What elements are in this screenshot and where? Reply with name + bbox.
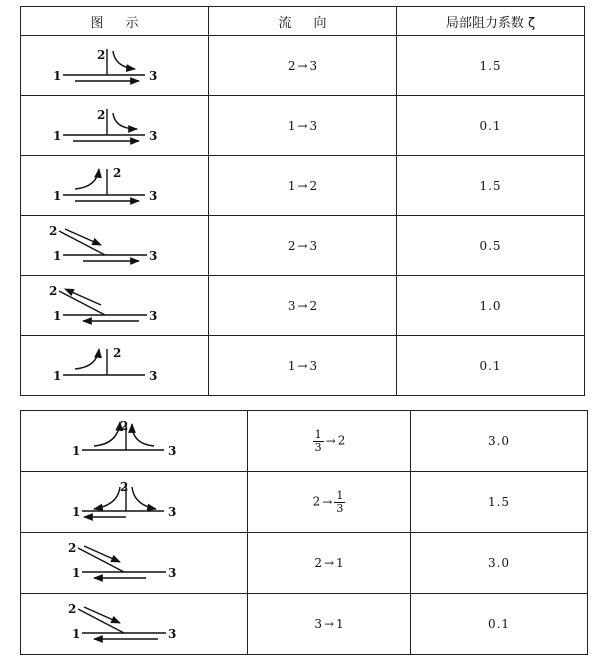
label-2: 2	[96, 107, 105, 122]
label-1: 1	[52, 248, 61, 263]
flow-diagram-tee-main-through	[35, 101, 195, 151]
label-3: 3	[168, 566, 177, 580]
label-2: 2	[120, 419, 129, 433]
diagram-cell	[21, 336, 209, 396]
flow-from: 2	[312, 494, 321, 509]
flow-direction-cell	[209, 216, 397, 276]
flow-arrow-left	[94, 487, 120, 509]
diagram-cell	[21, 216, 209, 276]
fraction	[334, 490, 345, 514]
arrow-glyph: →	[325, 433, 336, 448]
header-row	[21, 7, 585, 36]
label-2: 2	[68, 602, 77, 616]
fraction	[313, 429, 324, 453]
flow-to: 2	[337, 433, 346, 448]
flow-arrow-branch	[113, 51, 135, 69]
flow-direction-cell	[209, 336, 397, 396]
flow-to: 2	[309, 298, 318, 313]
table-row	[21, 472, 588, 533]
table-row	[21, 594, 588, 655]
label-2: 2	[68, 541, 77, 555]
flow-from: 2	[314, 556, 322, 570]
arrow-glyph: →	[297, 178, 308, 193]
coefficient-cell: 1.5	[411, 472, 588, 533]
flow-diagram-wye-main-to-branch	[35, 281, 195, 331]
flow-arrow-branch	[75, 169, 99, 189]
flow-direction-cell	[248, 533, 411, 594]
arrow-glyph: →	[323, 556, 335, 570]
label-1: 1	[52, 68, 61, 83]
diagram-cell	[21, 472, 248, 533]
flow-to: 3	[309, 358, 318, 373]
flow-direction-cell	[209, 276, 397, 336]
label-1: 1	[52, 308, 61, 323]
header-direction: 流向	[209, 7, 397, 36]
diagram-cell	[21, 96, 209, 156]
flow-direction-cell	[209, 36, 397, 96]
flow-to: 3	[309, 58, 318, 73]
label-3: 3	[148, 188, 157, 203]
label-1: 1	[52, 188, 61, 203]
arrow-glyph: →	[297, 118, 308, 133]
coefficient-cell: 0.1	[397, 96, 585, 156]
label-3: 3	[148, 68, 157, 83]
coefficient-cell: 0.5	[397, 216, 585, 276]
flow-diagram-wye-3-to-1	[54, 599, 214, 649]
flow-diagram-tee-main-to-branch	[35, 161, 195, 211]
flow-direction-cell	[209, 156, 397, 216]
label-2: 2	[112, 345, 121, 360]
label-3: 3	[148, 128, 157, 143]
table-row	[21, 216, 585, 276]
fraction-denominator: 3	[336, 501, 344, 515]
flow-arrow-right	[132, 424, 154, 446]
flow-arrow-branch	[113, 113, 137, 129]
flow-direction-cell	[248, 472, 411, 533]
arrow-glyph: →	[297, 238, 308, 253]
label-1: 1	[72, 444, 81, 458]
flow-from: 3	[287, 298, 296, 313]
resistance-table-top	[20, 6, 585, 396]
coefficient-cell: 3.0	[411, 533, 588, 594]
table-row	[21, 96, 585, 156]
flow-diagram-tee-main-through-b	[35, 341, 195, 391]
diagram-cell	[21, 36, 209, 96]
resistance-table-bottom	[20, 410, 588, 655]
flow-from: 1	[287, 178, 296, 193]
flow-diagram-wye-branch-to-1	[54, 538, 214, 588]
table-row	[21, 156, 585, 216]
label-3: 3	[168, 444, 177, 458]
label-2: 2	[48, 283, 57, 298]
label-3: 3	[148, 308, 157, 323]
label-2: 2	[120, 480, 129, 494]
flow-from: 1	[287, 358, 296, 373]
label-3: 3	[148, 368, 157, 383]
flow-arrow-left	[94, 422, 120, 446]
coefficient-cell: 1.0	[397, 276, 585, 336]
table-row	[21, 411, 588, 472]
fraction-denominator: 3	[314, 440, 322, 454]
flow-direction-cell	[248, 594, 411, 655]
arrow-glyph: →	[297, 58, 308, 73]
coefficient-cell: 0.1	[411, 594, 588, 655]
coefficient-cell: 1.5	[397, 36, 585, 96]
flow-direction-cell	[248, 411, 411, 472]
flow-direction-cell	[209, 96, 397, 156]
table-row	[21, 36, 585, 96]
diagram-cell	[21, 276, 209, 336]
label-2: 2	[96, 47, 105, 62]
arrow-glyph: →	[297, 298, 308, 313]
label-2: 2	[48, 223, 57, 238]
flow-from: 2	[287, 238, 296, 253]
diagram-cell	[21, 533, 248, 594]
flow-from: 1	[287, 118, 296, 133]
flow-diagram-tee-branch-to-main	[35, 41, 195, 91]
table-row	[21, 336, 585, 396]
coefficient-cell: 0.1	[397, 336, 585, 396]
flow-arrow-right	[132, 487, 156, 509]
flow-from: 3	[314, 617, 322, 631]
table-row	[21, 533, 588, 594]
label-3: 3	[168, 627, 177, 641]
label-1: 1	[52, 368, 61, 383]
fraction-numerator: 1	[336, 488, 344, 502]
flow-to: 3	[309, 118, 318, 133]
flow-from: 2	[287, 58, 296, 73]
flow-diagram-tee-combine	[54, 477, 214, 527]
flow-arrow-branch	[75, 349, 99, 369]
coefficient-cell: 3.0	[411, 411, 588, 472]
label-3: 3	[168, 505, 177, 519]
arrow-glyph: →	[297, 358, 308, 373]
diagram-cell	[21, 594, 248, 655]
diagram-cell	[21, 411, 248, 472]
flow-diagram-tee-split	[54, 416, 214, 466]
label-1: 1	[72, 505, 81, 519]
table-row	[21, 276, 585, 336]
label-2: 2	[112, 165, 121, 180]
flow-to: 2	[309, 178, 318, 193]
header-coefficient: 局部阻力系数 ζ	[397, 7, 585, 36]
fraction-numerator: 1	[314, 427, 322, 441]
flow-to: 1	[336, 556, 344, 570]
arrow-glyph: →	[323, 617, 335, 631]
diagram-cell	[21, 156, 209, 216]
arrow-glyph: →	[322, 494, 333, 509]
label-1: 1	[52, 128, 61, 143]
label-1: 1	[72, 566, 81, 580]
coefficient-cell: 1.5	[397, 156, 585, 216]
flow-diagram-wye-branch-to-main	[35, 221, 195, 271]
flow-to: 3	[309, 238, 318, 253]
flow-to: 1	[336, 617, 344, 631]
header-figure: 图示	[21, 7, 209, 36]
label-1: 1	[72, 627, 81, 641]
label-3: 3	[148, 248, 157, 263]
